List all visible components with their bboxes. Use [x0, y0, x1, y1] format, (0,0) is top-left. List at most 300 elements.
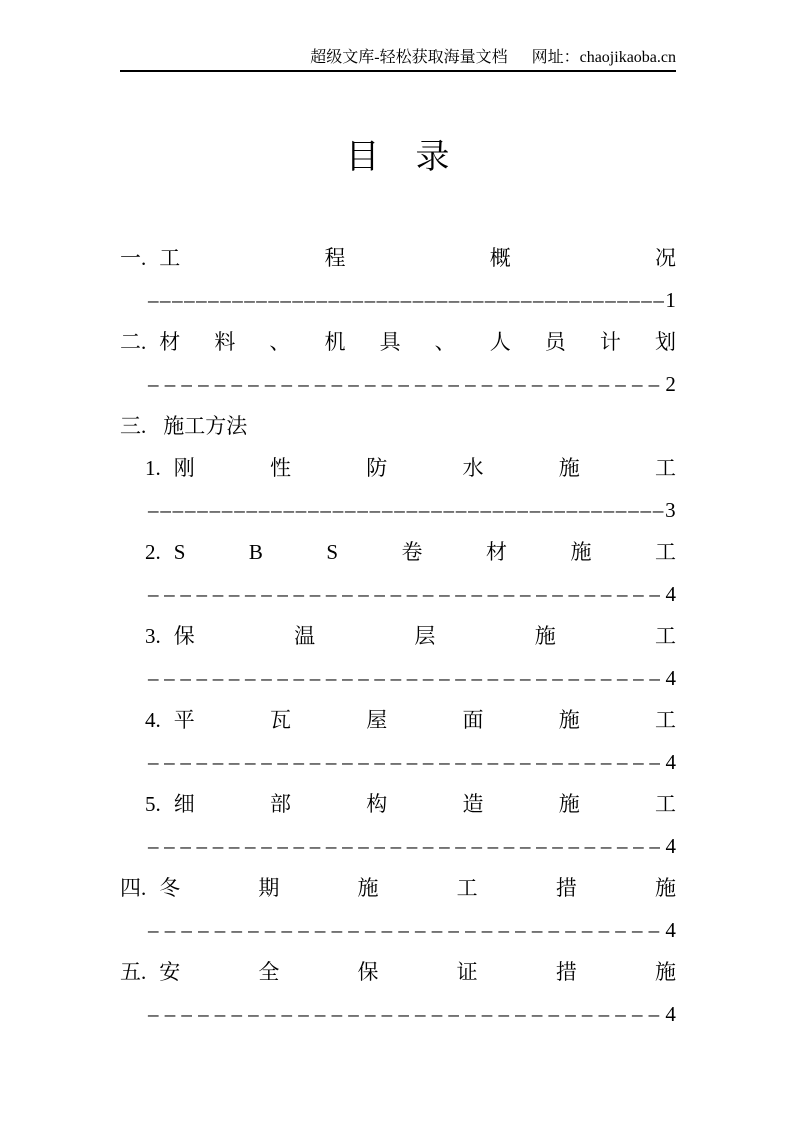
dash: –	[304, 288, 315, 312]
dash: –	[348, 918, 359, 942]
dash: –	[248, 1002, 259, 1026]
dash: –	[214, 1002, 226, 1026]
dash: –	[598, 1002, 610, 1026]
dash: –	[374, 750, 385, 774]
toc-dash-spread	[148, 741, 676, 783]
dash: –	[415, 1002, 426, 1026]
dash: –	[381, 1002, 393, 1026]
dash: –	[565, 372, 576, 396]
dash: –	[480, 498, 491, 522]
toc-entry-char: 层	[414, 624, 436, 648]
dash: –	[600, 582, 612, 606]
dash: –	[264, 1002, 276, 1026]
dash: –	[498, 372, 509, 396]
dash: –	[148, 918, 159, 942]
dash: –	[531, 372, 543, 396]
toc-dash-line	[120, 909, 676, 951]
toc-entry[interactable]	[120, 405, 676, 447]
dash: –	[503, 750, 515, 774]
dash: –	[519, 582, 531, 606]
dash: –	[264, 372, 276, 396]
dash: –	[471, 666, 482, 690]
dash: –	[245, 750, 256, 774]
toc-entry[interactable]	[120, 783, 676, 825]
dash: –	[649, 666, 660, 690]
toc-entry-char: 温	[294, 624, 316, 648]
dash: –	[164, 666, 175, 690]
dash: –	[248, 918, 259, 942]
dash: –	[388, 288, 400, 312]
dash: –	[277, 582, 288, 606]
dash: –	[364, 372, 376, 396]
dash: –	[258, 498, 270, 522]
dash: –	[283, 498, 294, 522]
toc-entry[interactable]	[120, 321, 676, 363]
toc-page-number: 4	[665, 1002, 676, 1026]
dash: –	[649, 750, 660, 774]
toc-page-number: 3	[665, 498, 676, 522]
dash: –	[505, 498, 516, 522]
dash: –	[431, 918, 443, 942]
dash: –	[148, 750, 159, 774]
toc-entry-char: 工	[654, 540, 676, 564]
toc-entry-char: B	[248, 540, 263, 564]
dash: –	[455, 834, 466, 858]
toc-entry-char: 水	[462, 456, 484, 480]
toc-entry-label: 一.	[120, 246, 147, 270]
dash: –	[209, 498, 221, 522]
toc-entry-title	[174, 531, 676, 573]
dash: –	[164, 1002, 176, 1026]
dash: –	[293, 834, 305, 858]
dash: –	[394, 498, 405, 522]
dash: –	[374, 834, 385, 858]
toc-entry[interactable]	[120, 951, 676, 993]
dash: –	[600, 750, 612, 774]
dash: –	[640, 498, 651, 522]
dash: –	[196, 288, 207, 312]
dash: –	[231, 918, 242, 942]
dash: –	[581, 372, 593, 396]
dash: –	[498, 1002, 509, 1026]
toc-dash-spread	[148, 279, 676, 321]
dash: –	[460, 288, 472, 312]
toc-entry-char: 刚	[173, 456, 195, 480]
dash: –	[331, 918, 343, 942]
dash: –	[465, 372, 476, 396]
toc-page-number: 4	[665, 750, 676, 774]
dash: –	[277, 834, 288, 858]
toc-entry-title	[174, 447, 676, 489]
dash: –	[536, 582, 547, 606]
dash: –	[381, 918, 393, 942]
toc-dash-line	[120, 363, 676, 405]
dash: –	[331, 372, 343, 396]
dash: –	[245, 582, 256, 606]
toc-entry-char: 、	[269, 330, 291, 354]
dash: –	[455, 498, 467, 522]
toc-dash-line	[120, 279, 676, 321]
toc-entry-char: 具	[379, 330, 401, 354]
dash: –	[496, 288, 508, 312]
dash: –	[148, 288, 159, 312]
dash: –	[492, 498, 504, 522]
dash: –	[406, 582, 418, 606]
dash: –	[212, 834, 224, 858]
dash: –	[261, 666, 272, 690]
dash: –	[374, 582, 385, 606]
dash: –	[208, 288, 219, 312]
dash: –	[519, 666, 531, 690]
dash: –	[245, 834, 256, 858]
dash: –	[184, 288, 195, 312]
dash: –	[390, 834, 402, 858]
dash: –	[277, 750, 288, 774]
dash: –	[603, 498, 615, 522]
dash: –	[390, 666, 402, 690]
dash: –	[309, 750, 321, 774]
dash: –	[164, 750, 175, 774]
dash: –	[298, 1002, 309, 1026]
dash: –	[487, 750, 499, 774]
dash: –	[515, 372, 526, 396]
toc-entry-char: 造	[462, 792, 484, 816]
dash: –	[325, 834, 337, 858]
dash: –	[616, 834, 628, 858]
toc-entry-title	[159, 867, 676, 909]
dash: –	[374, 666, 385, 690]
dash: –	[615, 1002, 626, 1026]
dash: –	[591, 498, 602, 522]
toc-entry-char: 冬	[159, 876, 181, 900]
dash: –	[431, 372, 443, 396]
page-title: 目 录	[345, 139, 451, 176]
dash: –	[617, 288, 628, 312]
dash: –	[536, 750, 547, 774]
dash: –	[648, 1002, 660, 1026]
dash: –	[172, 498, 184, 522]
dash: –	[214, 372, 226, 396]
dash: –	[468, 498, 479, 522]
toc-entry-char: 部	[270, 792, 291, 816]
dash: –	[581, 918, 593, 942]
toc-entry-char: S	[173, 540, 186, 564]
toc-entry-char: 防	[366, 456, 388, 480]
dash: –	[293, 582, 305, 606]
toc-entry[interactable]	[120, 447, 676, 489]
dash: –	[542, 498, 553, 522]
toc-entry-label: 四.	[120, 876, 147, 900]
dash: –	[431, 1002, 443, 1026]
dash: –	[448, 372, 459, 396]
dash: –	[348, 372, 359, 396]
dash: –	[487, 582, 499, 606]
toc-entry-char: 工	[655, 708, 676, 732]
dash: –	[198, 372, 209, 396]
toc-page-number: 4	[665, 666, 676, 690]
dash: –	[519, 834, 531, 858]
toc-entry-char: 保	[357, 960, 379, 984]
toc-entry-label: 2.	[145, 540, 161, 564]
dash: –	[328, 288, 339, 312]
dash: –	[418, 498, 430, 522]
dash: –	[148, 834, 159, 858]
dash: –	[148, 582, 159, 606]
toc-page-number: 1	[665, 288, 676, 312]
toc-entry-char: 机	[324, 330, 346, 354]
dash: –	[422, 750, 434, 774]
dash: –	[220, 288, 231, 312]
dash: –	[584, 834, 596, 858]
dash: –	[232, 288, 243, 312]
dash: –	[431, 498, 442, 522]
toc-page-number: 4	[665, 918, 676, 942]
toc-entry-label: 1.	[145, 456, 161, 480]
dash: –	[565, 1002, 576, 1026]
toc-entry-char: 工	[655, 624, 676, 648]
toc-entry-char: 安	[159, 960, 181, 984]
dash: –	[228, 834, 240, 858]
toc-entry[interactable]	[120, 699, 676, 741]
dash: –	[364, 288, 376, 312]
dash: –	[261, 750, 272, 774]
toc-entry-char: 措	[555, 876, 577, 900]
dash: –	[531, 1002, 543, 1026]
toc-entry-char: 材	[159, 330, 181, 354]
toc-entry[interactable]	[120, 237, 676, 279]
dash: –	[633, 666, 644, 690]
dash: –	[520, 288, 532, 312]
dash: –	[309, 834, 321, 858]
dash: –	[443, 498, 454, 522]
dash: –	[228, 582, 240, 606]
toc-dash-line	[120, 489, 676, 531]
dash: –	[309, 666, 321, 690]
dash: –	[148, 666, 159, 690]
dash: –	[246, 498, 257, 522]
dash: –	[578, 498, 590, 522]
dash: –	[196, 834, 208, 858]
dash: –	[448, 288, 460, 312]
dash: –	[584, 582, 596, 606]
toc-dash-spread	[148, 993, 676, 1035]
toc-entry-title: 施工方法	[163, 414, 248, 438]
dash: –	[331, 1002, 343, 1026]
dash: –	[448, 918, 459, 942]
toc-entry-label: 二.	[120, 330, 147, 354]
toc-entry-char: 人	[489, 330, 511, 354]
dash: –	[581, 1002, 593, 1026]
toc-entry-label: 五.	[120, 960, 147, 984]
dash: –	[536, 666, 547, 690]
toc-entry-char: 性	[270, 456, 291, 480]
toc-dash-line	[120, 825, 676, 867]
dash: –	[180, 750, 191, 774]
dash: –	[415, 372, 426, 396]
dash: –	[314, 918, 326, 942]
dash: –	[406, 498, 418, 522]
dash: –	[268, 288, 279, 312]
dash: –	[308, 498, 319, 522]
dash: –	[552, 666, 563, 690]
dash: –	[376, 288, 388, 312]
dash: –	[196, 582, 208, 606]
dash: –	[228, 666, 240, 690]
dash: –	[548, 1002, 559, 1026]
toc-entry-title	[174, 615, 676, 657]
toc-dash-spread	[148, 573, 676, 615]
toc-dash-spread	[148, 909, 676, 951]
dash: –	[481, 372, 493, 396]
dash: –	[342, 666, 353, 690]
dash: –	[180, 582, 191, 606]
toc-entry-char: 工	[655, 456, 676, 480]
toc-entry[interactable]	[120, 867, 676, 909]
dash: –	[181, 918, 192, 942]
toc-entry-title	[174, 699, 676, 741]
dash: –	[487, 834, 499, 858]
toc-entry-char: 施	[534, 624, 556, 648]
toc-entry-char: 施	[558, 708, 580, 732]
header-url-text[interactable]: 网址：chaojikaoba.cn	[531, 49, 676, 66]
dash: –	[508, 288, 520, 312]
dash: –	[281, 372, 292, 396]
dash: –	[264, 918, 276, 942]
dash: –	[198, 1002, 209, 1026]
toc-entry[interactable]	[120, 531, 676, 573]
dash: –	[196, 750, 208, 774]
dash: –	[471, 834, 482, 858]
dash: –	[605, 288, 616, 312]
dash: –	[424, 288, 436, 312]
toc-entry-title	[159, 237, 676, 279]
dash: –	[197, 498, 208, 522]
dash: –	[439, 666, 450, 690]
toc-page-number: 4	[665, 834, 676, 858]
dash: –	[629, 288, 640, 312]
dash: –	[352, 288, 364, 312]
dash: –	[309, 582, 321, 606]
dash: –	[325, 582, 337, 606]
toc-entry-char: 料	[214, 330, 236, 354]
dash: –	[342, 834, 353, 858]
toc-entry-char: 施	[654, 960, 676, 984]
dash: –	[565, 918, 576, 942]
dash: –	[581, 288, 592, 312]
dash: –	[422, 834, 434, 858]
dash: –	[498, 918, 509, 942]
toc-entry-title	[174, 783, 676, 825]
dash: –	[628, 498, 639, 522]
dash: –	[364, 918, 376, 942]
dash: –	[536, 834, 547, 858]
dash: –	[400, 288, 412, 312]
dash: –	[172, 288, 183, 312]
toc-page-number: 2	[665, 372, 676, 396]
dash: –	[568, 666, 579, 690]
toc-entry[interactable]	[120, 615, 676, 657]
dash: –	[298, 372, 309, 396]
dash: –	[280, 288, 291, 312]
dash: –	[196, 666, 208, 690]
dash: –	[228, 750, 240, 774]
dash: –	[369, 498, 381, 522]
dash: –	[503, 834, 515, 858]
dash: –	[295, 498, 307, 522]
dash: –	[652, 498, 664, 522]
dash: –	[631, 372, 643, 396]
dash: –	[212, 750, 224, 774]
toc-entry-label: 三.	[120, 414, 147, 438]
dash: –	[649, 834, 660, 858]
dash: –	[261, 582, 272, 606]
dash: –	[616, 666, 628, 690]
dash: –	[320, 498, 331, 522]
dash: –	[649, 582, 660, 606]
dash: –	[593, 288, 604, 312]
dash: –	[633, 750, 644, 774]
toc-dash-spread	[148, 825, 676, 867]
dash: –	[164, 834, 175, 858]
dash: –	[631, 1002, 643, 1026]
toc-dash-spread	[148, 489, 676, 531]
dash: –	[345, 498, 356, 522]
dash: –	[398, 372, 409, 396]
dash: –	[648, 372, 660, 396]
dash: –	[633, 834, 644, 858]
toc-dash-line	[120, 741, 676, 783]
dash: –	[281, 1002, 292, 1026]
dash: –	[293, 666, 305, 690]
dash: –	[422, 666, 434, 690]
dash: –	[332, 498, 344, 522]
dash: –	[548, 918, 559, 942]
toc-entry-title	[159, 951, 676, 993]
dash: –	[398, 1002, 409, 1026]
toc-entry-char: 程	[324, 246, 346, 270]
toc-entry-char: 工	[159, 246, 181, 270]
dash: –	[484, 288, 496, 312]
dash: –	[390, 582, 402, 606]
dash: –	[487, 666, 499, 690]
dash: –	[358, 750, 369, 774]
dash: –	[455, 666, 466, 690]
toc-entry-label: 3.	[145, 624, 161, 648]
dash: –	[231, 372, 242, 396]
dash: –	[214, 918, 226, 942]
toc-entry-char: 细	[173, 792, 195, 816]
dash: –	[148, 372, 159, 396]
toc-entry-char: 工	[456, 876, 478, 900]
dash: –	[568, 834, 579, 858]
dash: –	[181, 372, 192, 396]
toc-entry-char: 期	[258, 876, 280, 900]
dash: –	[515, 918, 526, 942]
dash: –	[503, 582, 515, 606]
dash: –	[615, 498, 627, 522]
dash: –	[616, 582, 628, 606]
dash: –	[212, 582, 224, 606]
dash: –	[439, 582, 450, 606]
dash: –	[615, 372, 626, 396]
dash: –	[545, 288, 556, 312]
dash: –	[221, 498, 233, 522]
dash: –	[271, 498, 282, 522]
dash: –	[342, 582, 353, 606]
toc-entry-char: 瓦	[270, 708, 291, 732]
dash: –	[406, 834, 418, 858]
dash: –	[653, 288, 664, 312]
